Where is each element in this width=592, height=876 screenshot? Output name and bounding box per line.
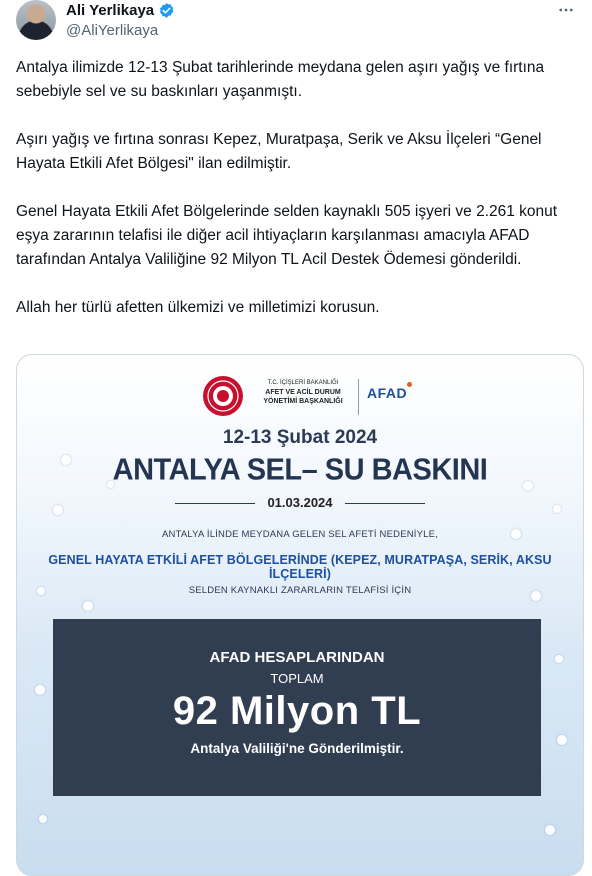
- verified-badge-icon[interactable]: [158, 2, 175, 19]
- disaster-zones-text: GENEL HAYATA ETKİLİ AFET BÖLGELERİNDE (KEPEZ, MURATPAŞA, SERİK, AKSU İLÇELERİ): [48, 553, 552, 581]
- purpose-text: SELDEN KAYNAKLI ZARARLARIN TELAFİSİ İÇİN: [188, 585, 412, 596]
- rain-drop-decoration: [35, 685, 45, 695]
- more-dots-icon[interactable]: [556, 0, 576, 20]
- panel-heading: AFAD HESAPLARINDAN: [209, 649, 385, 666]
- tweet-paragraph: Antalya ilimizde 12-13 Şubat tarihlerinde meydana gelen aşırı yağış ve fırtına sebebiyle sel ve su baskınları yaşanmıştı.: [16, 59, 545, 100]
- tweet-media-image[interactable]: [16, 354, 584, 876]
- divider-line-right: [345, 503, 425, 504]
- ministry-line: YÖNETİMİ BAŞKANLIĞI: [263, 398, 343, 405]
- author-handle[interactable]: @AliYerlikaya: [66, 22, 159, 39]
- logo-row: [25, 367, 575, 427]
- tweet-header: [16, 0, 576, 48]
- ministry-name: [253, 379, 353, 406]
- event-date-title: 12-13 Şubat 2024: [222, 427, 378, 448]
- tweet-paragraph: Aşırı yağış ve fırtına sonrası Kepez, Muratpaşa, Serik ve Aksu İlçeleri “Genel Hayata Etkili Afet Bölgesi" ilan edilmiştir.: [16, 131, 542, 172]
- tweet-text: [16, 56, 576, 344]
- panel-subheading: TOPLAM: [270, 671, 324, 686]
- tweet-paragraph: Genel Hayata Etkili Afet Bölgelerinde selden kaynaklı 505 işyeri ve 2.261 konut eşya zararının telafisi ile diğer acil ihtiyaçların karşılanması amacıyla AFAD tarafından Antalya Valiliğine 92 Milyon TL Acil Destek Ödemesi gönderildi.: [16, 203, 558, 268]
- publication-date: 01.03.2024: [267, 495, 333, 510]
- afad-logo: [367, 385, 407, 401]
- rain-drop-decoration: [545, 825, 555, 835]
- rain-drop-decoration: [83, 601, 93, 611]
- ministry-line: T.C. İÇİŞLERİ BAKANLIĞI: [267, 380, 339, 386]
- amount-panel: [53, 619, 541, 796]
- afad-logo-dot: [407, 382, 412, 387]
- author-name-row: [66, 2, 175, 19]
- logo-divider: [358, 379, 359, 415]
- event-main-title: ANTALYA SEL– SU BASKINI: [112, 453, 488, 487]
- intro-text: ANTALYA İLİNDE MEYDANA GELEN SEL AFETİ NEDENİYLE,: [161, 529, 439, 540]
- author-display-name[interactable]: Ali Yerlikaya: [66, 2, 155, 19]
- ministry-seal-icon: [202, 375, 244, 417]
- ministry-line: AFET VE ACİL DURUM: [265, 389, 341, 396]
- infographic: [25, 355, 575, 875]
- tweet-paragraph: Allah her türlü afetten ülkemizi ve milletimizi korusun.: [16, 299, 380, 316]
- afad-logo-text: AFAD: [367, 385, 408, 401]
- rain-drop-decoration: [557, 735, 567, 745]
- panel-amount: 92 Milyon TL: [172, 689, 422, 733]
- avatar[interactable]: [16, 0, 56, 40]
- rain-drop-decoration: [555, 655, 563, 663]
- rain-drop-decoration: [39, 815, 47, 823]
- panel-footer: Antalya Valiliği'ne Gönderilmiştir.: [190, 741, 404, 756]
